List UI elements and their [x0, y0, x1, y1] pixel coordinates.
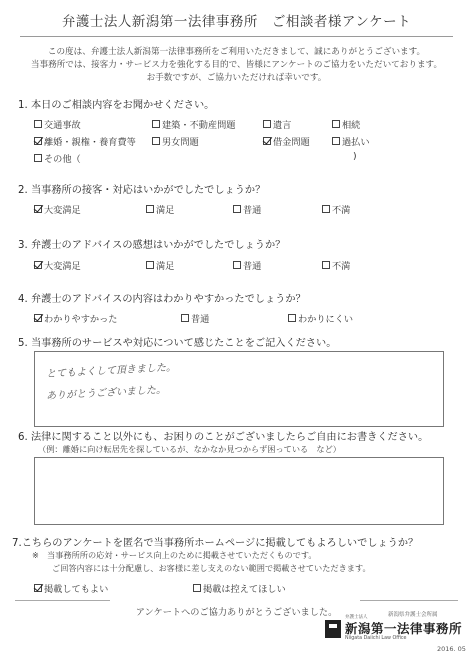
q7-option-allow[interactable] [34, 581, 108, 595]
firm-name: 新潟第一法律事務所 [345, 621, 463, 636]
q1-debt-label: 借金問題 [273, 137, 310, 148]
q1-divorce-label: 離婚・親権・養育費等 [44, 137, 136, 148]
q4-neutral-label: 普通 [191, 314, 210, 325]
q3-very-satisfied-label: 大変満足 [44, 261, 81, 272]
q7-question: 7.こちらのアンケートを匿名で当事務所ホームページに掲載してもよろしいでしょうか？ [12, 538, 419, 549]
q5-question: 5. 当事務所のサービスや対応について感じたことをご記入ください。 [18, 338, 337, 349]
q3-satisfied-checkbox[interactable] [146, 261, 154, 269]
q7-note-1: ※ 当事務所所の応対・サービス向上のために掲載させていただくものです。 [32, 550, 317, 560]
q2-option-satisfied[interactable] [146, 202, 174, 216]
q4-clear-label: わかりやすかった [44, 314, 118, 325]
q1-inheritance-checkbox[interactable] [332, 120, 340, 128]
q4-neutral-checkbox[interactable] [181, 314, 189, 322]
q1-other-checkbox[interactable] [34, 154, 42, 162]
q3-neutral-label: 普通 [243, 261, 262, 272]
q1-debt-checkbox[interactable] [263, 137, 271, 145]
q3-dissatisfied-checkbox[interactable] [322, 261, 330, 269]
q3-very-satisfied-checkbox[interactable] [34, 261, 42, 269]
q4-unclear-checkbox[interactable] [288, 314, 296, 322]
q1-option-overpayment[interactable] [332, 134, 370, 148]
association-note: 新潟県弁護士会所属 [388, 612, 438, 618]
q1-option-will[interactable] [263, 117, 291, 131]
intro-line-2: 当事務所では、接客力・サービス力を強化する目的で、皆様にアンケートのご協力をいただいております。 [30, 60, 443, 70]
q6-example: （例：離婚に向け転居先を探しているが、なかなか見つからず困っている など） [38, 444, 341, 454]
q1-relationship-checkbox[interactable] [152, 137, 160, 145]
q2-question: 2. 当事務所の接客・対応はいかがでしたでしょうか？ [18, 185, 266, 196]
q1-overpayment-label: 過払い [342, 137, 370, 148]
firm-logo-icon [325, 620, 341, 638]
q7-decline-checkbox[interactable] [193, 584, 201, 592]
q2-neutral-label: 普通 [243, 205, 262, 216]
q2-dissatisfied-label: 不満 [332, 205, 351, 216]
q2-neutral-checkbox[interactable] [233, 205, 241, 213]
q1-inheritance-label: 相続 [342, 120, 361, 131]
q1-overpayment-checkbox[interactable] [332, 137, 340, 145]
q1-option-traffic[interactable] [34, 117, 81, 131]
q1-realestate-label: 建築・不動産問題 [162, 120, 236, 131]
q1-will-checkbox[interactable] [263, 120, 271, 128]
q1-option-divorce[interactable] [34, 134, 136, 148]
q4-option-neutral[interactable] [181, 311, 209, 325]
q3-option-neutral[interactable] [233, 258, 261, 272]
title-divider [20, 36, 453, 37]
thanks-rule-right [360, 600, 458, 601]
q4-unclear-label: わかりにくい [298, 314, 354, 325]
q1-option-inheritance[interactable] [332, 117, 360, 131]
q7-decline-label: 掲載は控えてほしい [203, 584, 286, 595]
q2-option-neutral[interactable] [233, 202, 261, 216]
intro-line-3: お手数ですが、ご協力いただければ幸いです。 [146, 73, 327, 83]
q2-dissatisfied-checkbox[interactable] [322, 205, 330, 213]
q7-option-decline[interactable] [193, 581, 286, 595]
firm-name-english: Niigata Daiichi Law Office [345, 636, 407, 641]
q1-relationship-label: 男女問題 [162, 137, 199, 148]
q4-question: 4. 弁護士のアドバイスの内容はわかりやすかったでしょうか？ [18, 294, 306, 305]
q6-answer-box[interactable] [34, 457, 444, 525]
q1-divorce-checkbox[interactable] [34, 137, 42, 145]
thanks-message: アンケートへのご協力ありがとうございました。 [135, 607, 338, 618]
q7-allow-label: 掲載してもよい [44, 584, 109, 595]
q1-option-realestate[interactable] [152, 117, 236, 131]
q1-option-other[interactable] [34, 151, 81, 165]
q2-very-satisfied-checkbox[interactable] [34, 205, 42, 213]
q3-option-dissatisfied[interactable] [322, 258, 350, 272]
q1-option-relationship[interactable] [152, 134, 199, 148]
form-date: 2016. 05 [437, 645, 466, 653]
q7-allow-checkbox[interactable] [34, 584, 42, 592]
q2-option-very-satisfied[interactable] [34, 202, 81, 216]
q1-traffic-checkbox[interactable] [34, 120, 42, 128]
q4-option-unclear[interactable] [288, 311, 353, 325]
q2-very-satisfied-label: 大変満足 [44, 205, 81, 216]
q5-handwritten-line-2: ありがとうございました。 [45, 384, 167, 402]
q2-satisfied-label: 満足 [156, 205, 175, 216]
q2-satisfied-checkbox[interactable] [146, 205, 154, 213]
q1-question: 1. 本日のご相談内容をお聞かせください。 [18, 100, 215, 111]
q3-question: 3. 弁護士のアドバイスの感想はいかがでしたでしょうか？ [18, 240, 286, 251]
page-title: 弁護士法人新潟第一法律事務所 ご相談者様アンケート [61, 14, 412, 30]
q1-other-close-paren: ) [353, 151, 357, 162]
q3-option-very-satisfied[interactable] [34, 258, 81, 272]
q5-handwritten-line-1: とてもよくして頂きました。 [45, 362, 177, 380]
q4-clear-checkbox[interactable] [34, 314, 42, 322]
q1-realestate-checkbox[interactable] [152, 120, 160, 128]
q6-question: 6. 法律に関すること以外にも、お困りのことがございましたらご自由にお書きください。 [18, 432, 429, 443]
q1-option-debt[interactable] [263, 134, 310, 148]
q3-satisfied-label: 満足 [156, 261, 175, 272]
q1-other-label: その他（ [44, 154, 81, 165]
q1-will-label: 遺言 [273, 120, 292, 131]
q3-option-satisfied[interactable] [146, 258, 174, 272]
intro-line-1: この度は、弁護士法人新潟第一法律事務所をご利用いただきまして、誠にありがとうございます。 [47, 47, 426, 57]
q3-neutral-checkbox[interactable] [233, 261, 241, 269]
q1-traffic-label: 交通事故 [44, 120, 81, 131]
q7-note-2: ご回答内容には十分配慮し、お客様に差し支えのない範囲で掲載させていただきます。 [52, 563, 371, 573]
firm-corp-label: 弁護士法人 [345, 615, 368, 620]
q4-option-clear[interactable] [34, 311, 118, 325]
q2-option-dissatisfied[interactable] [322, 202, 350, 216]
q3-dissatisfied-label: 不満 [332, 261, 351, 272]
thanks-rule-left [15, 600, 110, 601]
